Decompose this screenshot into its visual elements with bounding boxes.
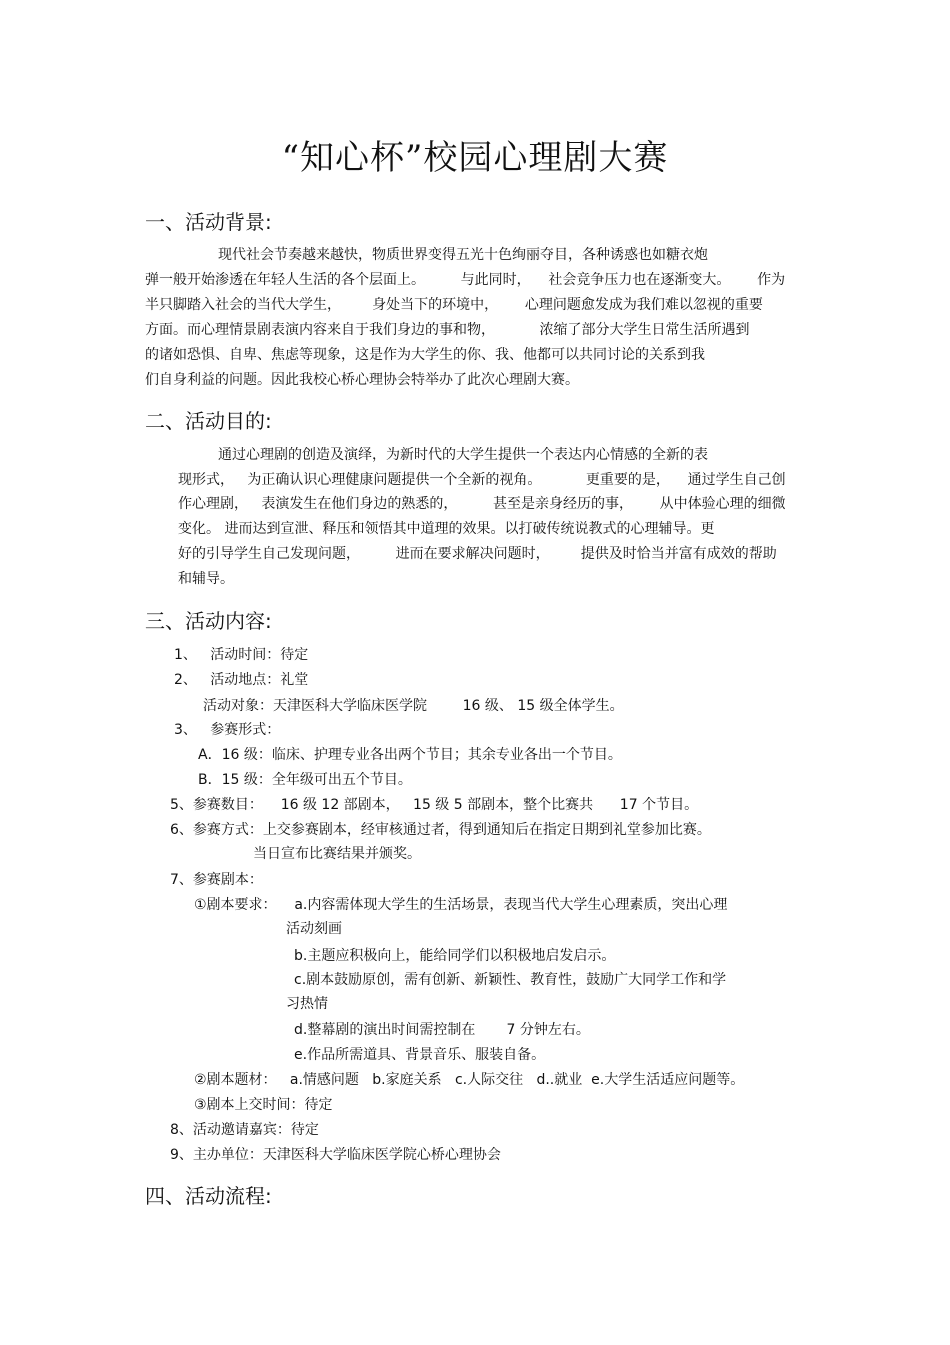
script-requirement-a: ①剧本要求： a.内容需体现大学生的生活场景，表现当代大学生心理素质，突出心理 [194,897,728,913]
content-item-audience: 活动对象：天津医科大学临床医学院 16 级、 15 级全体学生。 [203,698,624,714]
script-requirement-e: e.作品所需道具、背景音乐、服装自备。 [294,1047,546,1063]
content-item-method-cont: 当日宣布比赛结果并颁奖。 [253,846,421,862]
script-requirement-c: c.剧本鼓励原创，需有创新、新颖性、教育性，鼓励广大同学工作和学 [294,972,727,988]
script-submission: ③剧本上交时间：待定 [194,1097,333,1113]
section-heading-background: 一、活动背景: [145,210,272,234]
content-item-venue: 2、 活动地点：礼堂 [174,672,309,688]
purpose-line: 变化。 进而达到宣泄、释压和领悟其中道理的效果。以打破传统说教式的心理辅导。更 [178,521,715,537]
content-item-format-b: B．15 级：全年级可出五个节目。 [198,772,412,788]
script-requirement-d: d.整幕剧的演出时间需控制在 7 分钟左右。 [294,1022,590,1038]
content-item-time: 1、 活动时间：待定 [174,647,309,663]
section-heading-content: 三、活动内容: [145,609,272,633]
purpose-line: 现形式， 为正确认识心理健康问题提供一个全新的视角。 更重要的是， 通过学生自己创 [178,472,786,488]
purpose-line: 作心理剧， 表演发生在他们身边的熟悉的， 甚至是亲身经历的事， 从中体验心理的细微 [178,496,786,512]
content-item-scripts: 7、参赛剧本： [170,872,263,888]
script-requirement-a-cont: 活动刻画 [286,921,342,937]
background-line: 半只脚踏入社会的当代大学生， 身处当下的环境中， 心理问题愈发成为我们难以忽视的重要 [145,297,763,313]
script-topics: ②剧本题材： a.情感问题 b.家庭关系 c.人际交往 d..就业 e.大学生活适应问题等。 [194,1072,745,1088]
document-title: “知心杯”校园心理剧大赛 [281,138,669,178]
purpose-line: 好的引导学生自己发现问题， 进而在要求解决问题时， 提供及时恰当并富有成效的帮助 [178,546,777,562]
section-heading-process: 四、活动流程: [145,1184,272,1208]
script-requirement-c-cont: 习热情 [286,996,328,1012]
background-line: 现代社会节奏越来越快，物质世界变得五光十色绚丽夺目，各种诱惑也如糖衣炮 [218,247,708,263]
purpose-line: 通过心理剧的创造及演绎，为新时代的大学生提供一个表达内心情感的全新的表 [218,447,708,463]
purpose-line: 和辅导。 [178,571,234,587]
content-item-count: 5、参赛数目： 16 级 12 部剧本， 15 级 5 部剧本，整个比赛共 17 个节目。 [170,797,699,813]
background-line: 方面。而心理情景剧表演内容来自于我们身边的事和物， 浓缩了部分大学生日常生活所遇到 [145,322,750,338]
content-item-organizer: 9、主办单位：天津医科大学临床医学院心桥心理协会 [170,1147,501,1163]
script-requirement-b: b.主题应积极向上，能给同学们以积极地启发启示。 [294,948,616,964]
background-line: 们自身利益的问题。因此我校心桥心理协会特举办了此次心理剧大赛。 [145,372,579,388]
content-item-guests: 8、活动邀请嘉宾：待定 [170,1122,319,1138]
section-heading-purpose: 二、活动目的: [145,409,272,433]
background-line: 的诸如恐惧、自卑、焦虑等现象，这是作为大学生的你、我、他都可以共同讨论的关系到我 [145,347,705,363]
background-line: 弹一般开始渗透在年轻人生活的各个层面上。 与此同时， 社会竞争压力也在逐渐变大。 作为 [145,272,786,288]
content-item-method: 6、参赛方式：上交参赛剧本，经审核通过者，得到通知后在指定日期到礼堂参加比赛。 [170,822,711,838]
content-item-format-a: A．16 级：临床、护理专业各出两个节目；其余专业各出一个节目。 [198,747,622,763]
content-item-format: 3、 参赛形式： [174,722,281,738]
